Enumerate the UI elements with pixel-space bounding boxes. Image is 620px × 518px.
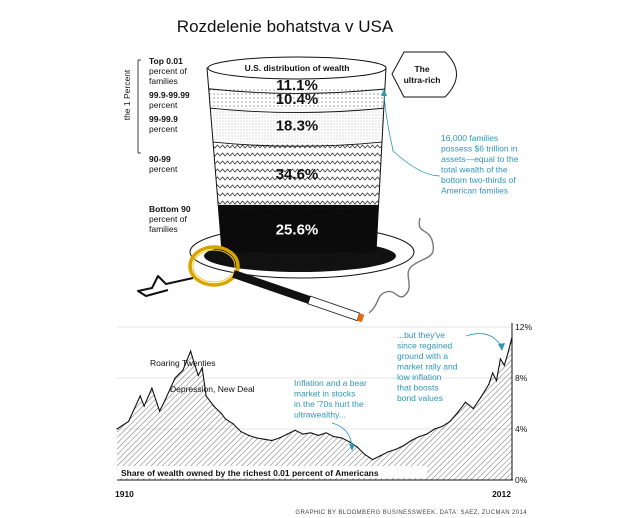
data-point: [492, 372, 493, 373]
category-label-line: percent: [149, 164, 178, 174]
category-label: [149, 114, 178, 134]
area-chart: [115, 322, 532, 516]
data-point: [175, 377, 176, 378]
y-tick-label: 12%: [515, 322, 533, 332]
data-point: [411, 440, 412, 441]
category-label-line: percent of: [149, 214, 187, 224]
page-title: Rozdelenie bohatstva v USA: [176, 17, 394, 36]
callout-note-text-line: possess $6 trillion in: [441, 143, 518, 154]
magnifying-glass-handle-icon: [138, 276, 193, 296]
category-label-line: percent of: [149, 66, 187, 76]
data-point: [426, 434, 427, 435]
annotation-seventies-line: ultrawealthy...: [294, 409, 346, 420]
data-point: [159, 411, 160, 412]
data-point: [221, 413, 222, 414]
callout-note-text-line: 16,000 families: [441, 133, 499, 143]
data-point: [318, 435, 319, 436]
data-point: [326, 432, 327, 433]
callout-arrow: [384, 94, 393, 150]
data-point: [364, 454, 365, 455]
data-point: [233, 423, 234, 424]
data-point: [449, 421, 450, 422]
category-label-line: percent: [149, 124, 178, 134]
data-point: [256, 437, 257, 438]
category-label: [149, 56, 187, 86]
x-tick-label: 1910: [115, 489, 134, 499]
credit-line: GRAPHIC BY BLOOMBERG BUSINESSWEEK. DATA: SAEZ, ZUCMAN 2014: [295, 510, 527, 516]
category-label: [149, 204, 191, 234]
category-label-line: 99.9-99.99: [149, 90, 190, 100]
data-point: [128, 421, 129, 422]
data-point: [295, 430, 296, 431]
y-tick-label: 0%: [515, 475, 528, 485]
callout-note-text-line: bottom two-thirds of: [441, 175, 516, 185]
category-labels: [149, 56, 191, 234]
callout-connector: [392, 150, 440, 176]
callout-note-text-line: total wealth of the: [441, 164, 508, 175]
data-point: [419, 436, 420, 437]
data-point: [240, 431, 241, 432]
data-point: [500, 358, 501, 359]
hat-header: U.S. distribution of wealth: [244, 63, 350, 73]
value-label: 34.6%: [275, 166, 319, 184]
annotation-seventies-line: market in stocks: [294, 388, 356, 399]
callout-note: [441, 133, 519, 196]
data-point: [473, 408, 474, 409]
annotation-regained-line: ...but they've: [397, 330, 445, 340]
data-point: [116, 428, 117, 429]
category-label-line: 99-99.9: [149, 114, 178, 124]
data-point: [144, 406, 145, 407]
data-point: [480, 397, 481, 398]
callout-label-text-line: The: [414, 64, 430, 74]
data-point: [372, 459, 373, 460]
category-label-line: Top 0.01: [149, 56, 183, 66]
value-label: 11.1%: [276, 77, 318, 95]
data-point: [395, 449, 396, 450]
data-point: [388, 451, 389, 452]
category-label: [149, 90, 190, 110]
data-point: [182, 370, 183, 371]
data-point: [190, 351, 191, 352]
chart-caption: Share of wealth owned by the richest 0.01 percent of Americans: [121, 468, 379, 478]
category-label: [149, 154, 178, 174]
annotation-regained-line: market rally and: [397, 361, 458, 372]
value-label: 10.4%: [275, 90, 319, 108]
data-point: [271, 440, 272, 441]
callout-label-text-line: ultra-rich: [403, 75, 441, 85]
annotation-seventies: [294, 378, 367, 420]
data-point: [434, 428, 435, 429]
value-label: 18.3%: [275, 117, 319, 135]
data-point: [380, 455, 381, 456]
category-label-line: percent: [149, 100, 178, 110]
callout-note-text-line: assets—equal to the: [441, 154, 519, 164]
data-point: [198, 375, 199, 376]
data-point: [213, 406, 214, 407]
data-point: [151, 388, 152, 389]
annotation-arrow: [466, 334, 501, 346]
data-point: [465, 402, 466, 403]
bracket-label: the 1 Percent: [122, 69, 132, 121]
data-point: [264, 439, 265, 440]
data-point: [225, 418, 226, 419]
category-label-line: families: [149, 224, 178, 234]
data-point: [496, 380, 497, 381]
data-point: [248, 435, 249, 436]
data-point: [341, 437, 342, 438]
annotation-regained-line: since regained: [397, 340, 453, 351]
annotation-regained-line: low inflation: [397, 372, 442, 382]
category-label-line: families: [149, 76, 178, 86]
x-tick-label: 2012: [492, 489, 511, 499]
annotation-regained-line: bond values: [397, 393, 443, 403]
data-point: [206, 395, 207, 396]
data-point: [287, 434, 288, 435]
data-point: [508, 352, 509, 353]
data-point: [302, 434, 303, 435]
value-label: 25.6%: [275, 221, 319, 239]
data-point: [333, 436, 334, 437]
annotation-arrowhead: [498, 343, 505, 351]
data-point: [504, 365, 505, 366]
category-label-line: 90-99: [149, 154, 171, 164]
category-label-line: Bottom 90: [149, 204, 191, 214]
data-point: [163, 403, 164, 404]
annotation-regained-line: that boosts: [397, 382, 439, 393]
data-point: [488, 384, 489, 385]
annotation-regained-line: ground with a: [397, 351, 449, 361]
annotation-seventies-line: Inflation and a bear: [294, 378, 367, 388]
data-point: [357, 446, 358, 447]
annotation-seventies-line: in the '70s hurt the: [294, 399, 364, 409]
data-point: [279, 437, 280, 438]
data-point: [403, 445, 404, 446]
annotation-regained: [397, 330, 458, 403]
callout-note-text: [441, 133, 519, 196]
y-tick-label: 8%: [515, 373, 528, 383]
annotation-roaring-twenties: Roaring Twenties: [150, 358, 216, 368]
data-point: [310, 432, 311, 433]
y-tick-label: 4%: [515, 424, 528, 434]
data-point: [349, 441, 350, 442]
annotation-depression: Depression, New Deal: [170, 384, 255, 394]
callout-note-text-line: American families: [441, 185, 509, 196]
data-point: [457, 412, 458, 413]
data-point: [442, 426, 443, 427]
data-point: [140, 395, 141, 396]
